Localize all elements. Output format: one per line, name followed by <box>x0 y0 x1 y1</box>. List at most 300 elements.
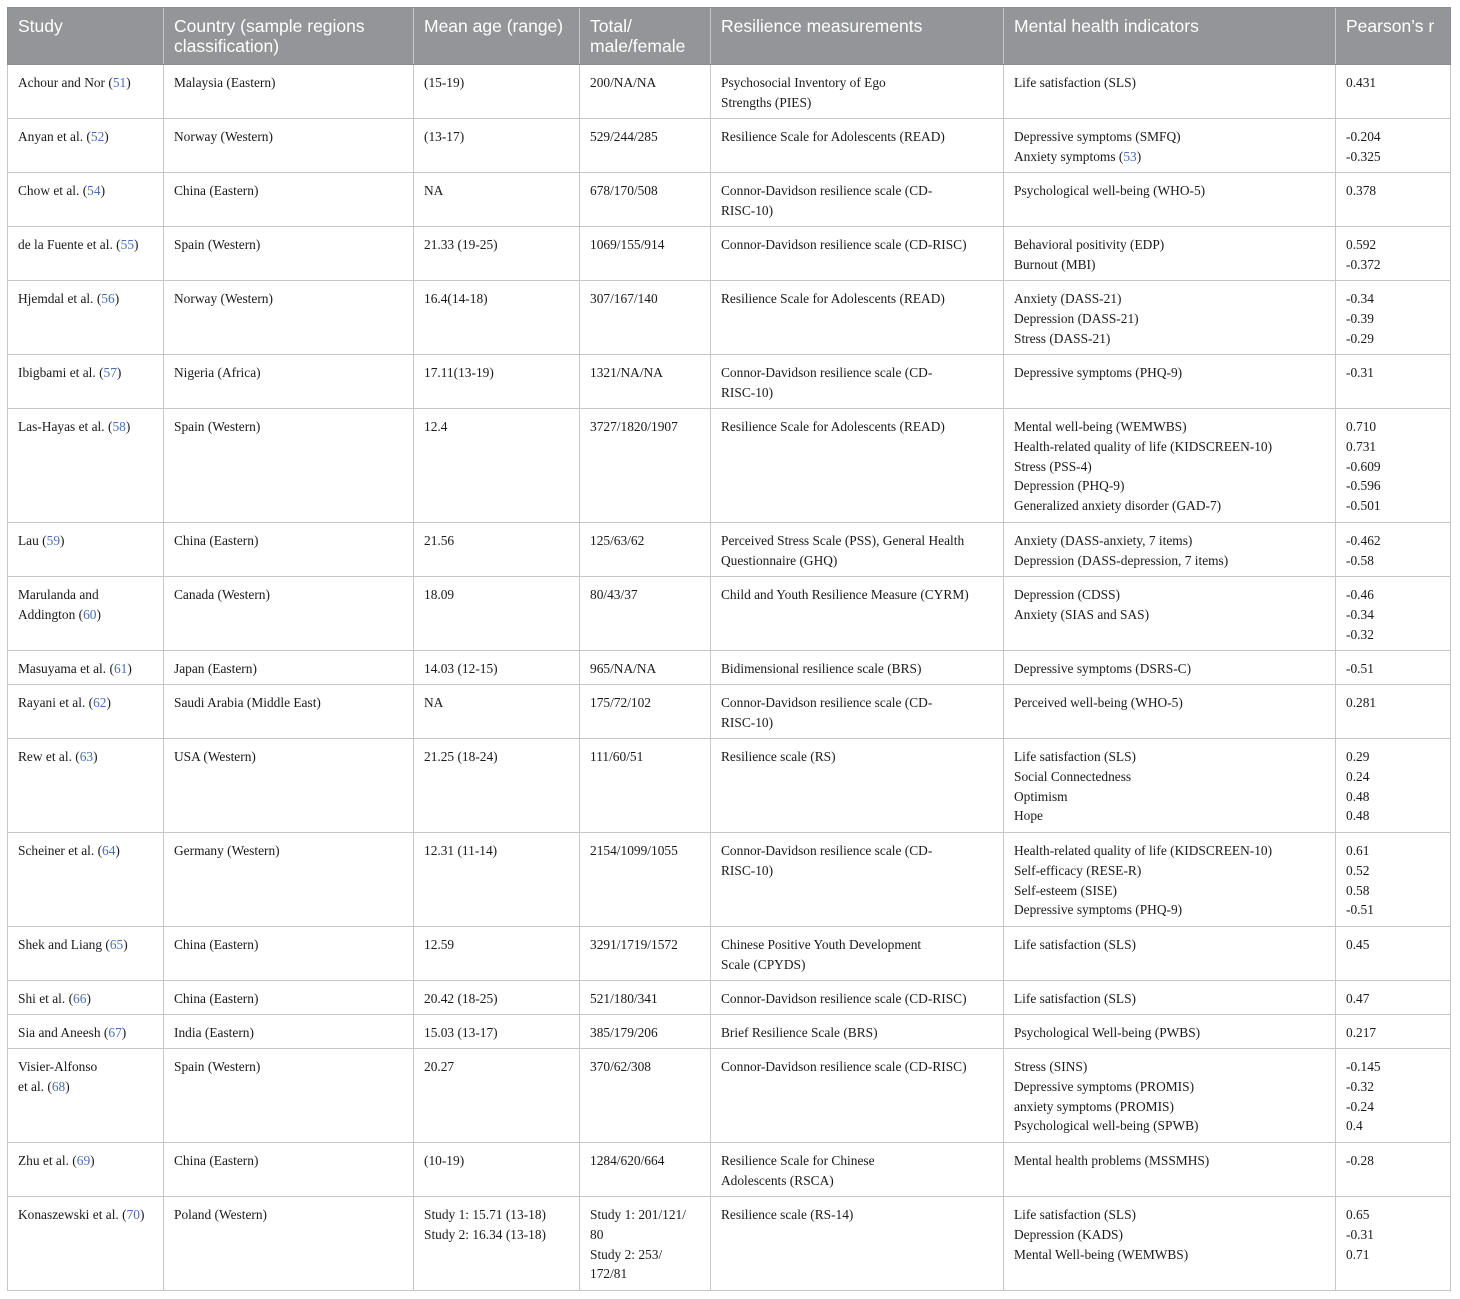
total-line: 678/170/508 <box>590 183 658 198</box>
study-name-text: Shek and Liang ( <box>18 937 110 952</box>
table-row <box>8 1197 1451 1291</box>
study-name-line <box>18 127 153 147</box>
table-row <box>8 355 1451 409</box>
table-row <box>8 927 1451 981</box>
total-line: 521/180/341 <box>590 991 658 1006</box>
indicator-line: Depression (KADS) <box>1014 1226 1123 1242</box>
cell-country: Canada (Western) <box>164 577 414 651</box>
study-name-text: de la Fuente et al. ( <box>18 237 121 252</box>
indicator-line: Anxiety (DASS-21) <box>1014 291 1122 306</box>
header-total: Total/ male/female <box>580 8 711 65</box>
reference-link[interactable]: 57 <box>103 365 117 380</box>
mean-age-line: 12.4 <box>424 419 448 434</box>
indicator-line: Health-related quality of life (KIDSCREEN-10) <box>1014 438 1273 454</box>
measurement-line: Resilience scale (RS) <box>721 749 836 764</box>
cell-resilience-measurement <box>711 651 1004 685</box>
cell-country: Malaysia (Eastern) <box>164 65 414 119</box>
total-line: 175/72/102 <box>590 695 652 710</box>
cell-study <box>8 409 164 523</box>
study-name-text: ) <box>125 419 131 434</box>
pearsons-r-value: 0.281 <box>1346 695 1377 710</box>
table-row <box>8 577 1451 651</box>
measurement-line: RISC-10) <box>721 384 774 400</box>
cell-pearsons-r <box>1336 739 1451 833</box>
study-name-text: ) <box>90 1153 95 1168</box>
cell-total <box>580 577 711 651</box>
study-name-line <box>18 531 153 551</box>
cell-total <box>580 227 711 281</box>
indicator-line: Life satisfaction (SLS) <box>1014 937 1136 952</box>
measurement-line: Strengths (PIES) <box>721 94 812 110</box>
reference-link[interactable]: 59 <box>46 533 61 548</box>
cell-study <box>8 355 164 409</box>
indicator-line: Social Connectedness <box>1014 768 1132 784</box>
indicator-line: Life satisfaction (SLS) <box>1014 75 1136 90</box>
reference-link[interactable]: 64 <box>102 843 116 858</box>
indicator-line: Life satisfaction (SLS) <box>1014 749 1136 764</box>
cell-mental-health-indicators <box>1004 281 1336 355</box>
cell-pearsons-r <box>1336 355 1451 409</box>
measurement-line: Questionnaire (GHQ) <box>721 552 838 568</box>
study-name-text: Achour and Nor ( <box>18 75 113 90</box>
cell-study <box>8 651 164 685</box>
cell-country: USA (Western) <box>164 739 414 833</box>
pearsons-r-value: -0.34 <box>1346 606 1374 622</box>
indicator-line: Psychological well-being (SPWB) <box>1014 1118 1199 1134</box>
cell-mean-age <box>414 119 580 173</box>
pearsons-r-value: 0.431 <box>1346 75 1377 90</box>
measurement-line: Psychosocial Inventory of Ego <box>721 75 886 90</box>
measurement-line: Resilience Scale for Adolescents (READ) <box>721 419 945 434</box>
reference-link[interactable]: 63 <box>79 749 94 764</box>
total-line: 1284/620/664 <box>590 1153 665 1168</box>
pearsons-r-value: 0.52 <box>1346 862 1370 878</box>
indicator-line: Burnout (MBI) <box>1014 256 1096 272</box>
reference-link[interactable]: 51 <box>112 75 127 90</box>
total-line: 3291/1719/1572 <box>590 937 678 952</box>
cell-mental-health-indicators <box>1004 833 1336 927</box>
pearsons-r-value: -0.372 <box>1346 256 1381 272</box>
pearsons-r-value: -0.31 <box>1346 1226 1374 1242</box>
study-name-line <box>18 363 153 383</box>
mean-age-line: 21.25 (18-24) <box>424 749 498 764</box>
cell-total <box>580 1015 711 1049</box>
measurement-line: Chinese Positive Youth Development <box>721 937 922 952</box>
study-name-line <box>18 605 153 625</box>
study-name-line <box>18 841 153 861</box>
cell-resilience-measurement <box>711 1143 1004 1197</box>
measurement-line: Connor-Davidson resilience scale (CD-RISC) <box>721 991 967 1006</box>
cell-country: Poland (Western) <box>164 1197 414 1291</box>
total-line: 80/43/37 <box>590 587 638 602</box>
cell-resilience-measurement <box>711 281 1004 355</box>
study-name-line: Visier-Alfonso <box>18 1059 98 1074</box>
mean-age-line: (15-19) <box>424 75 465 90</box>
pearsons-r-value: 0.4 <box>1346 1118 1363 1134</box>
cell-country: Saudi Arabia (Middle East) <box>164 685 414 739</box>
cell-resilience-measurement <box>711 1015 1004 1049</box>
table-row <box>8 409 1451 523</box>
indicator-line: Depression (CDSS) <box>1014 587 1121 602</box>
pearsons-r-value: 0.48 <box>1346 808 1370 824</box>
header-country: Country (sample regions classification) <box>164 8 414 65</box>
indicator-line: Generalized anxiety disorder (GAD-7) <box>1014 498 1222 514</box>
pearsons-r-value: -0.51 <box>1346 661 1374 676</box>
cell-pearsons-r <box>1336 119 1451 173</box>
study-name-line <box>18 73 153 93</box>
reference-link[interactable]: 52 <box>90 129 105 144</box>
cell-mean-age <box>414 1143 580 1197</box>
study-name-text: ) <box>121 1025 127 1040</box>
cell-pearsons-r <box>1336 1015 1451 1049</box>
study-name-text: Ibigbami et al. ( <box>18 365 104 380</box>
pearsons-r-value: -0.32 <box>1346 626 1374 642</box>
reference-link[interactable]: 70 <box>126 1207 140 1222</box>
pearsons-r-value: 0.47 <box>1346 991 1370 1006</box>
indicator-line: Life satisfaction (SLS) <box>1014 991 1136 1006</box>
pearsons-r-value: -0.462 <box>1346 533 1381 548</box>
study-name-text: ) <box>126 75 131 90</box>
indicator-text: ) <box>1136 148 1142 164</box>
reference-link[interactable]: 53 <box>1123 148 1137 164</box>
cell-mental-health-indicators <box>1004 173 1336 227</box>
cell-mean-age <box>414 1197 580 1291</box>
cell-country: Nigeria (Africa) <box>164 355 414 409</box>
indicator-line: Stress (PSS-4) <box>1014 458 1092 474</box>
mean-age-line: Study 1: 15.71 (13-18) <box>424 1207 546 1222</box>
total-line: 200/NA/NA <box>590 75 657 90</box>
pearsons-r-value: -0.58 <box>1346 552 1374 568</box>
reference-link[interactable]: 66 <box>73 991 87 1006</box>
study-name-text: ) <box>60 533 65 548</box>
cell-resilience-measurement <box>711 409 1004 523</box>
pearsons-r-value: -0.46 <box>1346 587 1374 602</box>
total-line: 370/62/308 <box>590 1059 652 1074</box>
cell-mental-health-indicators <box>1004 119 1336 173</box>
measurement-line: Resilience scale (RS-14) <box>721 1207 854 1222</box>
cell-country: China (Eastern) <box>164 173 414 227</box>
indicator-line: Psychological well-being (WHO-5) <box>1014 183 1206 198</box>
measurement-line: Connor-Davidson resilience scale (CD- <box>721 365 933 380</box>
total-line: Study 2: 253/ <box>590 1246 663 1262</box>
cell-mean-age <box>414 281 580 355</box>
cell-mean-age <box>414 651 580 685</box>
study-name-line <box>18 693 153 713</box>
cell-country: Spain (Western) <box>164 227 414 281</box>
header-pearsons-r: Pearson’s r <box>1336 8 1451 65</box>
reference-link[interactable]: 55 <box>120 237 135 252</box>
reference-link[interactable]: 56 <box>101 291 115 306</box>
cell-mental-health-indicators <box>1004 1049 1336 1143</box>
cell-total <box>580 281 711 355</box>
table-row <box>8 685 1451 739</box>
cell-study <box>8 119 164 173</box>
table-row <box>8 281 1451 355</box>
cell-study <box>8 65 164 119</box>
cell-pearsons-r <box>1336 281 1451 355</box>
reference-link[interactable]: 60 <box>83 606 97 622</box>
pearsons-r-value: 0.65 <box>1346 1207 1370 1222</box>
cell-resilience-measurement <box>711 523 1004 577</box>
study-name-text: ) <box>115 843 120 858</box>
cell-study <box>8 523 164 577</box>
studies-table-container <box>7 7 1450 1291</box>
study-name-line <box>18 181 153 201</box>
cell-resilience-measurement <box>711 981 1004 1015</box>
total-line: Study 1: 201/121/ <box>590 1207 686 1222</box>
cell-mental-health-indicators <box>1004 739 1336 833</box>
cell-pearsons-r <box>1336 1049 1451 1143</box>
cell-pearsons-r <box>1336 1143 1451 1197</box>
table-row <box>8 1049 1451 1143</box>
cell-country: Spain (Western) <box>164 409 414 523</box>
pearsons-r-value: 0.24 <box>1346 768 1370 784</box>
cell-total <box>580 685 711 739</box>
table-row <box>8 981 1451 1015</box>
cell-study <box>8 577 164 651</box>
cell-resilience-measurement <box>711 685 1004 739</box>
mean-age-line: 20.27 <box>424 1059 455 1074</box>
pearsons-r-value: -0.28 <box>1346 1153 1374 1168</box>
cell-study <box>8 833 164 927</box>
indicator-line: Hope <box>1014 808 1044 824</box>
cell-country: Japan (Eastern) <box>164 651 414 685</box>
table-row <box>8 1143 1451 1197</box>
cell-resilience-measurement <box>711 227 1004 281</box>
table-body <box>8 65 1451 1291</box>
cell-total <box>580 65 711 119</box>
mean-age-line: 16.4(14-18) <box>424 291 488 306</box>
table-row <box>8 1015 1451 1049</box>
pearsons-r-value: -0.501 <box>1346 498 1381 514</box>
cell-total <box>580 1049 711 1143</box>
cell-total <box>580 1197 711 1291</box>
study-name-text: Sia and Aneesh ( <box>18 1025 109 1040</box>
study-name-text: ) <box>116 365 122 380</box>
indicator-text: Anxiety symptoms ( <box>1014 148 1124 164</box>
cell-mental-health-indicators <box>1004 227 1336 281</box>
cell-mean-age <box>414 1015 580 1049</box>
cell-pearsons-r <box>1336 651 1451 685</box>
cell-mental-health-indicators <box>1004 65 1336 119</box>
cell-total <box>580 119 711 173</box>
cell-study <box>8 227 164 281</box>
reference-link[interactable]: 69 <box>76 1153 91 1168</box>
study-name-line <box>18 289 153 309</box>
table-row <box>8 65 1451 119</box>
cell-total <box>580 173 711 227</box>
pearsons-r-value: 0.61 <box>1346 843 1370 858</box>
total-line: 1069/155/914 <box>590 237 665 252</box>
table-row <box>8 119 1451 173</box>
cell-pearsons-r <box>1336 981 1451 1015</box>
indicator-line: Depressive symptoms (PROMIS) <box>1014 1078 1195 1094</box>
table-row <box>8 833 1451 927</box>
cell-total <box>580 739 711 833</box>
total-line: 172/81 <box>590 1266 628 1282</box>
study-name-text: Chow et al. ( <box>18 183 88 198</box>
total-line: 307/167/140 <box>590 291 658 306</box>
study-name-text: Hjemdal et al. ( <box>18 291 102 306</box>
pearsons-r-value: -0.34 <box>1346 291 1374 306</box>
measurement-line: Bidimensional resilience scale (BRS) <box>721 661 922 676</box>
study-name-text: ) <box>134 237 139 252</box>
cell-total <box>580 981 711 1015</box>
pearsons-r-value: 0.58 <box>1346 882 1370 898</box>
pearsons-r-value: 0.217 <box>1346 1025 1377 1040</box>
header-resilience-measurements: Resilience measurements <box>711 8 1004 65</box>
indicator-line: Psychological Well-being (PWBS) <box>1014 1025 1201 1040</box>
study-name-text: ) <box>123 937 128 952</box>
measurement-line: Perceived Stress Scale (PSS), General Health <box>721 533 965 548</box>
cell-resilience-measurement <box>711 927 1004 981</box>
cell-resilience-measurement <box>711 1197 1004 1291</box>
cell-mean-age <box>414 227 580 281</box>
indicator-line: Life satisfaction (SLS) <box>1014 1207 1136 1222</box>
measurement-line: Connor-Davidson resilience scale (CD-RISC) <box>721 1059 967 1074</box>
reference-link[interactable]: 65 <box>109 937 124 952</box>
cell-mean-age <box>414 739 580 833</box>
cell-mean-age <box>414 927 580 981</box>
cell-country: Germany (Western) <box>164 833 414 927</box>
cell-total <box>580 523 711 577</box>
indicator-line: Behavioral positivity (EDP) <box>1014 237 1165 252</box>
mean-age-line: NA <box>424 695 444 710</box>
pearsons-r-value: 0.378 <box>1346 183 1377 198</box>
total-line: 125/63/62 <box>590 533 645 548</box>
reference-link[interactable]: 67 <box>108 1025 122 1040</box>
cell-mean-age <box>414 173 580 227</box>
cell-total <box>580 651 711 685</box>
total-line: 529/244/285 <box>590 129 658 144</box>
pearsons-r-value: -0.145 <box>1346 1059 1381 1074</box>
cell-study <box>8 685 164 739</box>
measurement-line: Adolescents (RSCA) <box>721 1172 834 1188</box>
cell-pearsons-r <box>1336 227 1451 281</box>
cell-pearsons-r <box>1336 1197 1451 1291</box>
study-name-line <box>18 1077 153 1097</box>
cell-mental-health-indicators <box>1004 927 1336 981</box>
total-line: 111/60/51 <box>590 749 644 764</box>
cell-mean-age <box>414 355 580 409</box>
reference-link[interactable]: 54 <box>87 183 101 198</box>
measurement-line: RISC-10) <box>721 714 774 730</box>
cell-resilience-measurement <box>711 1049 1004 1143</box>
pearsons-r-value: -0.596 <box>1346 478 1381 494</box>
reference-link[interactable]: 58 <box>112 419 126 434</box>
indicator-line: Depressive symptoms (SMFQ) <box>1014 129 1181 144</box>
cell-country: India (Eastern) <box>164 1015 414 1049</box>
measurement-line: Resilience Scale for Chinese <box>721 1153 875 1168</box>
pearsons-r-value: -0.325 <box>1346 148 1381 164</box>
cell-mental-health-indicators <box>1004 1015 1336 1049</box>
cell-total <box>580 409 711 523</box>
measurement-line: Child and Youth Resilience Measure (CYRM) <box>721 587 969 602</box>
indicator-line: Depressive symptoms (PHQ-9) <box>1014 902 1183 918</box>
cell-total <box>580 927 711 981</box>
cell-pearsons-r <box>1336 927 1451 981</box>
cell-mean-age <box>414 409 580 523</box>
total-line: 1321/NA/NA <box>590 365 663 380</box>
reference-link[interactable]: 68 <box>51 1078 66 1094</box>
cell-total <box>580 833 711 927</box>
mean-age-line: (10-19) <box>424 1153 465 1168</box>
study-name-text: ) <box>127 661 132 676</box>
cell-study <box>8 281 164 355</box>
cell-country: Norway (Western) <box>164 119 414 173</box>
pearsons-r-value: 0.48 <box>1346 788 1370 804</box>
study-name-text: Lau ( <box>18 533 47 548</box>
indicator-line: Anxiety (SIAS and SAS) <box>1014 606 1150 622</box>
study-name-text: Masuyama et al. ( <box>18 661 114 676</box>
cell-pearsons-r <box>1336 409 1451 523</box>
indicator-line: Mental Well-being (WEMWBS) <box>1014 1246 1189 1262</box>
study-name-line <box>18 235 153 255</box>
mean-age-line: 17.11(13-19) <box>424 365 494 380</box>
study-name-text: et al. ( <box>18 1078 52 1094</box>
cell-study <box>8 927 164 981</box>
pearsons-r-value: 0.731 <box>1346 438 1377 454</box>
cell-study <box>8 739 164 833</box>
indicator-line <box>1014 147 1325 167</box>
reference-link[interactable]: 62 <box>93 695 107 710</box>
study-name-text: Rew et al. ( <box>18 749 80 764</box>
measurement-line: Connor-Davidson resilience scale (CD- <box>721 695 933 710</box>
indicator-line: Depression (DASS-depression, 7 items) <box>1014 552 1229 568</box>
measurement-line: Scale (CPYDS) <box>721 956 806 972</box>
mean-age-line: 18.09 <box>424 587 455 602</box>
indicator-line: Stress (DASS-21) <box>1014 330 1111 346</box>
pearsons-r-value: -0.39 <box>1346 310 1374 326</box>
reference-link[interactable]: 61 <box>113 661 128 676</box>
study-name-line <box>18 1205 153 1225</box>
table-row <box>8 651 1451 685</box>
pearsons-r-value: 0.71 <box>1346 1246 1370 1262</box>
measurement-line: Brief Resilience Scale (BRS) <box>721 1025 878 1040</box>
pearsons-r-value: -0.609 <box>1346 458 1381 474</box>
cell-mean-age <box>414 577 580 651</box>
indicator-line: Mental well-being (WEMWBS) <box>1014 419 1187 434</box>
cell-mean-age <box>414 65 580 119</box>
study-name-text: ) <box>104 129 109 144</box>
study-name-text: ) <box>106 695 111 710</box>
study-name-text: Las-Hayas et al. ( <box>18 419 113 434</box>
cell-mental-health-indicators <box>1004 1197 1336 1291</box>
cell-country: China (Eastern) <box>164 981 414 1015</box>
study-name-text: Konaszewski et al. ( <box>18 1207 127 1222</box>
indicator-line: anxiety symptoms (PROMIS) <box>1014 1098 1174 1114</box>
study-name-text: ) <box>114 291 120 306</box>
cell-total <box>580 1143 711 1197</box>
study-name-text: ) <box>65 1078 70 1094</box>
cell-resilience-measurement <box>711 65 1004 119</box>
indicator-line: Perceived well-being (WHO-5) <box>1014 695 1183 710</box>
mean-age-line: 12.59 <box>424 937 455 952</box>
table-row <box>8 227 1451 281</box>
cell-mental-health-indicators <box>1004 577 1336 651</box>
study-name-text: Scheiner et al. ( <box>18 843 103 858</box>
indicator-line: Health-related quality of life (KIDSCREEN-10) <box>1014 843 1273 858</box>
cell-resilience-measurement <box>711 119 1004 173</box>
indicator-line: Depressive symptoms (DSRS-C) <box>1014 661 1192 676</box>
pearsons-r-value: -0.32 <box>1346 1078 1374 1094</box>
measurement-line: Connor-Davidson resilience scale (CD- <box>721 843 933 858</box>
header-study: Study <box>8 8 164 65</box>
study-name-text: ) <box>100 183 106 198</box>
measurement-line: Connor-Davidson resilience scale (CD- <box>721 183 933 198</box>
cell-country: China (Eastern) <box>164 523 414 577</box>
cell-mean-age <box>414 685 580 739</box>
